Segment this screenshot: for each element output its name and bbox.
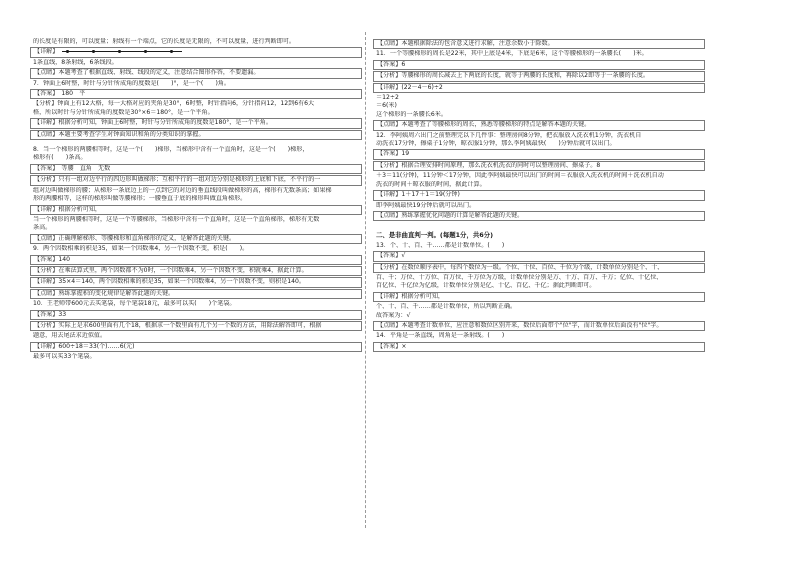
- boxed-line: [30, 47, 362, 57]
- boxed-line: [373, 321, 705, 331]
- line-text: 故答案为：√: [376, 311, 411, 319]
- line-text: 【详解】1＋17＋1＝19(分钟): [377, 191, 460, 199]
- line-text: 8．当一个梯形的两腰相等时，这是一个( )梯形，当梯形中含有一个直角时，这是一个( )梯形，: [33, 146, 309, 154]
- line-text: 个、十、百、千……都是计数单位，所以判断正确。: [376, 303, 517, 311]
- line-text: 【分析】钟面上有12大格，每一大格对应的夹角是30°，6时整，时针指向6，分针指向12，12到6有6大: [33, 100, 315, 108]
- line-text: 【答案】140: [34, 255, 71, 263]
- line-text: 最多可以买33个笔袋。: [33, 353, 96, 361]
- line-text: 【详解】根据分析可知，: [377, 292, 445, 300]
- line-text: 【点睛】熟练掌握优化问题的计算是解答此题的关键。: [377, 211, 524, 219]
- text-line: [373, 140, 705, 148]
- line-text: 【点睛】本题根据除法的包含意义进行求解，注意余数小于除数。: [377, 40, 554, 47]
- line-text: 12．李阿姨周六出门之前整理完以下几件事：整理房间8分钟，把衣服放入洗衣机1分钟，洗衣机自: [376, 131, 642, 139]
- text-line: [30, 195, 362, 203]
- boxed-line: [373, 60, 705, 70]
- line-text: 【详解】根据分析可知，钟面上6时整，时针与分针所成角的度数是180°，是一个平角。: [34, 119, 272, 127]
- text-line: [30, 300, 362, 308]
- line-text: 【答案】19: [377, 150, 410, 158]
- line-text: 格，所以时针与分针所成角的度数是30°×6＝180°，是一个平角。: [33, 108, 214, 116]
- boxed-line: [30, 342, 362, 352]
- line-text: 14．平角是一条直线，周角是一条射线。( ): [376, 332, 505, 340]
- boxed-line: [373, 120, 705, 130]
- line-text: 【详解】: [34, 48, 59, 56]
- text-line: [30, 154, 362, 162]
- boxed-line: [30, 68, 362, 78]
- text-line: [373, 132, 705, 140]
- text-line: [30, 80, 362, 88]
- text-line: [373, 181, 705, 189]
- line-text: 【分析】只有一组对边平行的四边形叫做梯形；互相平行的一组对边分别是梯形的上底和下底，不平行的一: [34, 176, 321, 184]
- line-text: 9．两个因数相乘的积是35，如果一个因数乘4，另一个因数不变，积是( )。: [33, 245, 249, 253]
- line-text: 【点睛】熟练掌握积的变化规律是解答此题的关键。: [34, 289, 175, 297]
- line-text: 组对边叫做梯形的腰；从梯形一条底边上的一点到它的对边的垂直线段叫做梯形的高，梯形有无数条高；如果梯: [33, 186, 332, 194]
- boxed-line: [373, 342, 705, 352]
- boxed-line: [373, 161, 705, 171]
- text-line: [373, 274, 705, 282]
- line-text: 【点睛】本题考查计数单位，应注意和数位区别开来，数位后面带个"位"字，而计数单位后面没有"位"字。: [377, 321, 663, 329]
- line-text: 【答案】33: [34, 310, 67, 318]
- boxed-line: [373, 39, 705, 49]
- boxed-line: [373, 211, 705, 221]
- line-text: 【分析】在数位顺序表中，每四个数位为一级。个位、十位、百位、千位为个级，计数单位分别是个、十、: [377, 263, 664, 271]
- text-line: [373, 202, 705, 210]
- line-text: 洗衣的时间＋晾衣服的时间，据此计算。: [376, 180, 486, 188]
- text-line: [373, 102, 705, 110]
- boxed-line: [30, 89, 362, 99]
- boxed-line: [30, 255, 362, 265]
- line-text: 这个梯形的一条腰长6米。: [376, 110, 447, 118]
- line-text: 【分析】等腰梯形的周长减去上下两底的长度，就等于两腰的长度和，再除以2即等于一条腰的长度。: [377, 72, 650, 80]
- text-line: [373, 94, 705, 102]
- boxed-line: [30, 289, 362, 299]
- line-text: 【点睛】本题考查了根据直线、射线、线段的定义，注意结合图形作答，不要遗漏。: [34, 69, 260, 77]
- text-line: [30, 187, 362, 195]
- left-column: [30, 38, 362, 362]
- line-text: 条高。: [33, 224, 52, 232]
- text-line: [373, 282, 705, 290]
- boxed-line: [30, 175, 362, 185]
- line-text: 梯形有( )条高。: [33, 154, 87, 162]
- line-text: 【答案】×: [377, 342, 407, 350]
- line-text: 二、是非曲直判一判。(每题1分，共6分): [376, 231, 493, 240]
- line-text: 当一个梯形的两腰相等时，这是一个等腰梯形，当梯形中含有一个直角时，这是一个直角梯形，梯形有无数: [33, 215, 320, 223]
- column-divider: [365, 32, 366, 528]
- boxed-line: [30, 321, 362, 331]
- right-column: [373, 38, 705, 353]
- boxed-line: [30, 118, 362, 128]
- line-text: 百、千；万位、十万位、百万位、千万位为万级，计数单位分别是万、十万、百万、千万；亿位、十亿位、: [376, 273, 663, 281]
- line-text: ＝6(米): [376, 102, 397, 110]
- text-line: [30, 353, 362, 361]
- text-line: [373, 303, 705, 311]
- boxed-line: [30, 205, 362, 215]
- boxed-line: [373, 263, 705, 273]
- spacer: [373, 222, 705, 227]
- boxed-line: [30, 234, 362, 244]
- line-text: 【分析】根据合理安排时间原理，那么洗衣机洗衣的同时可以整理房间、擦桌子。8: [377, 161, 601, 169]
- line-text: 【答案】 180 平: [34, 90, 86, 98]
- text-line: [373, 172, 705, 180]
- line-text: 形的两腰相等，这样的梯形叫做等腰梯形；一腰垂直于底的梯形叫做直角梯形。: [33, 195, 247, 203]
- line-text: 11．一个等腰梯形的周长是22米，其中上底是4米，下底是6米，这个等腰梯形的一条腰长( )米。: [376, 50, 648, 58]
- boxed-line: [30, 277, 362, 287]
- line-text: 【分析】在乘法算式里，两个因数都不为0时，一个因数乘4，另一个因数不变，积就乘4，据此计算。: [34, 266, 308, 274]
- section-heading: [373, 231, 705, 239]
- boxed-line: [373, 149, 705, 159]
- line-text: 【答案】6: [377, 60, 406, 68]
- line-text: 【点睛】本题主要考查学生对钟面知识和角的分类知识的掌握。: [34, 130, 205, 138]
- line-text: 【详解】35×4＝140，两个因数相乘的积是35，如果一个因数乘4，另一个因数不变，则积是140。: [34, 278, 306, 286]
- line-text: 【点睛】本题考查了等腰梯形的周长，熟悉等腰梯形的特点是解答本题的关键。: [377, 121, 591, 129]
- boxed-line: [373, 251, 705, 261]
- line-text: 即李阿姨最快19分钟后就可以出门。: [376, 201, 476, 209]
- text-line: [30, 216, 362, 224]
- line-text: 【答案】√: [377, 252, 406, 260]
- boxed-line: [373, 71, 705, 81]
- line-figure-icon: [62, 48, 182, 54]
- line-text: ＋3＝11(分钟)，11分钟＜17分钟，因此李阿姨最快可以出门的时间＝衣服放入洗衣机的时间＋洗衣机自动: [376, 172, 664, 180]
- text-line: [30, 59, 362, 67]
- text-line: [373, 50, 705, 58]
- line-text: 百亿位、千亿位为亿级，计数单位分别是亿、十亿、百亿、千亿；据此判断即可。: [376, 282, 596, 290]
- boxed-line: [30, 130, 362, 140]
- line-text: 的长度是有限的，可以度量；射线有一个端点，它的长度是无限的，不可以度量，进行判断即可。: [33, 38, 296, 45]
- line-text: 10．王老师带600元去买笔袋，每个笔袋18元，最多可以买( )个笔袋。: [33, 300, 236, 308]
- line-text: 1条直线，8条射线，6条线段。: [33, 58, 118, 66]
- line-text: 【分析】实际上是求600里面有几个18，根据求一个数里面有几个另一个数的方法，用除法解答即可，根据: [34, 321, 322, 329]
- text-line: [30, 332, 362, 340]
- line-text: 题意，用去尾法求近似值。: [33, 332, 107, 340]
- text-line: [373, 312, 705, 320]
- line-text: 【详解】600÷18＝33(个)……6(元): [34, 342, 135, 350]
- boxed-line: [373, 83, 705, 93]
- text-line: [30, 109, 362, 117]
- boxed-line: [373, 292, 705, 302]
- line-text: 【详解】根据分析可知，: [34, 205, 102, 213]
- line-text: 7．钟面上6时整，时针与分针所成角的度数是( )°，是一个( )角。: [33, 79, 231, 87]
- boxed-line: [373, 190, 705, 200]
- boxed-line: [30, 310, 362, 320]
- text-line: [30, 224, 362, 232]
- text-line: [373, 332, 705, 340]
- boxed-line: [30, 164, 362, 174]
- text-line: [30, 38, 362, 46]
- text-line: [373, 111, 705, 119]
- text-line: [30, 146, 362, 154]
- line-text: ＝12÷2: [376, 94, 399, 102]
- line-text: 【点睛】正确理解梯形、等腰梯形和直角梯形的定义，是解答此题的关键。: [34, 234, 236, 242]
- line-text: 13．个、十、百、千……都是计数单位。( ): [376, 241, 505, 249]
- text-line: [30, 100, 362, 108]
- text-line: [30, 245, 362, 253]
- text-line: [373, 242, 705, 250]
- line-text: 【详解】(22－4－6)÷2: [377, 83, 443, 91]
- boxed-line: [30, 266, 362, 276]
- line-text: 【答案】 等腰 直角 无数: [34, 164, 111, 172]
- line-text: 动洗衣17分钟，擦桌子1分钟，晾衣服1分钟，那么李阿姨最快( )分钟后就可以出门。: [376, 140, 616, 148]
